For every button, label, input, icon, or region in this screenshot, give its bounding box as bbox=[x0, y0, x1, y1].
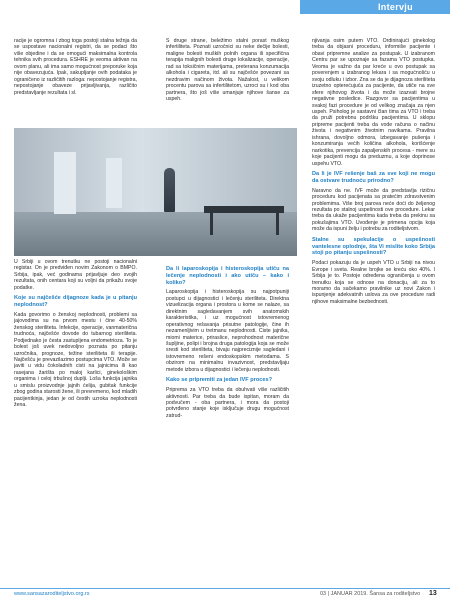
paragraph: Podaci pokazuju da je uspeh VTO u Srbiji na nivou Evrope i sveta. Realne brojke se kreću oko 40%. I Srbija je to. Postoje određena ograničenja u ovom trenutku koja se odnose na donaciju, ali za to moramo da sačekamo pravilnike uz novi Zakon i ispunjenje adekvatnih uslova za ove procedure radi njihove maksimalne bezbednosti. bbox=[312, 260, 435, 305]
paragraph: S druge strane, beležimo stalni porast muškog infertiliteta. Poznati uzročnici su neke dečije bolesti, maligne bolesti muških polnih organa ili specifična terapija malignih bolesti druge lokalizacije, operacije, rad sa toksičnim materijama, preterana konzumacija alkohola i cigareta, itd. ali su najčešće povezani sa nezdravim načinom života. Nažalost, u velikom procentu parova sa infertilitetom, uzroci su i kod oba partnera, što još više umanjuje njihove šanse za uspeh. bbox=[166, 38, 289, 103]
page-number: 13 bbox=[429, 590, 437, 597]
paragraph: Priprema za VTO treba da obuhvati više različitih aktivnosti. Par treba da bude ispitan, moram da podvučem - oba partnera, i mora da postoji potvrđeno stanje koje isključuje drugu mogućnost zatrud- bbox=[166, 387, 289, 419]
paragraph: racije je ogromna i zbog toga postoji stalna težnja da se uspostave nacionalni registri, da se podaci što više objedine i da se omogući maksimalna kontrola tehnika svih procedura. ESHRE je veoma aktivan na ovom planu, ali ima samo mogućnost preporuke koja nije obavezujuća. Ipak, sakupljanje ovih podataka je ograničeno iz različitih razloga: nepostojanje registra, nepostojanje obaveze prijavljivanja, različito predstavljanje rezultata i sl. bbox=[14, 38, 137, 96]
column-3 bbox=[312, 38, 435, 598]
paragraph: U Srbiji u ovom trenutku ne postoji nacionalni registar. On je predviđen novim Zakonom o BMPO. Srbija, ipak, već godinama prijavljuje deo svojih rezultata, onih centara koji su voljni da prikažu svoje podatke. bbox=[14, 259, 137, 291]
question-heading: Stalne su spekulacije o uspešnosti vantelesne oplodnje, šta Vi mislite koko Srbija stoji po pitanju uspešnosti? bbox=[312, 236, 435, 257]
photo-bench-leg bbox=[210, 213, 213, 235]
photo-door bbox=[106, 158, 122, 208]
footer-issue-info: 03 | JANUAR 2019. Šansa za roditeljstvo bbox=[320, 591, 421, 597]
paragraph: Kada govorimo o ženskoj neplodnosti, problemi sa jajovodima su na prvom mestu i čine 40-50% ženskog steriliteta. Infekcije, operacije, vanmaterična trudnoća, najčešće dovode do tubarnog steriliteta. Podjednako je česta zastupljena endometrioza. To je bolest još uvek nedovoljno poznata po pitanju uzročnika, prognoze, težine steriliteta ili terapije. Najčešću je prevazilazimo postupcima VTO. Može se javiti u vidu čokoladnih cisti na jajnicima ili kao rasejana žarišta po maloj karlici, ginekološkim organima i celoj trbušnoj duplji. Loša funkcija jajnika u smislu proizvodnje jajnih ćelija, gubitak funkcije zbog godina starosti žene, ili prevremeno, kod mladih pacijentkinja, jedan je od čestih uzroka neplodnosti žena. bbox=[14, 311, 137, 409]
column-2-top bbox=[166, 38, 289, 124]
question-heading: Da li je IVF rešenje baš za sve koji ne mogu da ostvare trudnoću prirodno? bbox=[312, 171, 435, 184]
question-heading: Kako se pripremiti za jedan IVF proces? bbox=[166, 377, 273, 384]
photo-door bbox=[54, 152, 76, 214]
paragraph: Laparoskopija i histeroskopija su najpotpuniji postupci u dijagnostici i lečenju steriliteta. Direktna vizuelizacija organa i prostora u kome se nalaze, sa direktnim sagledavanjem svih anatomskih karakteristika, i uz mogućnost istovremenog operativnog rešavanja prisutne patologije, čine ih nezamenljivim u tretmanu neplodnosti. Ciste jajnika, miomi materice, priraslice, neprohodnost materične šupljine, polipi i brojna druga patologija koja se može sresti kod steriliteta, bivaju najpreciznije sagledani i istovremeno rešeni endoskopskim metodama. S obzirom na minimalnu invazivnost, predstavljaju metode izbora u dijagnostici i lečenju neplodnosti. bbox=[166, 289, 289, 373]
footer-divider bbox=[0, 588, 450, 589]
photo-bench bbox=[204, 206, 284, 213]
question-heading: Da li laparoskopija i histeroskopija utiču na lečenje neplodnosti i ako utiču – kako i koliko? bbox=[166, 266, 289, 286]
paragraph: Naravno da ne. IVF može da predstavlja rizičnu proceduru kod pacijenata sa pratećim zdravstvenim problemima. Više broj parova neće doći do željenog rezultata po stalnoj uspešnosti ove procedure. Lekar treba da ukaže pacijentima kada treba da prekinu sa pokušajima VTO. Uvođenje je primena opcija koja može da ispuni želju i potrebu za roditeljstvom. bbox=[312, 187, 435, 233]
column-1-top bbox=[14, 38, 137, 124]
section-title: Intervju bbox=[378, 2, 413, 12]
photo-floor bbox=[14, 212, 297, 256]
photo-person bbox=[164, 168, 175, 212]
column-2-bottom bbox=[166, 262, 289, 584]
footer-url-link[interactable]: www.sansazaroditeljstvo.org.rs bbox=[14, 591, 90, 597]
photo-bench-leg bbox=[276, 213, 279, 235]
hospital-corridor-photo bbox=[14, 128, 297, 256]
question-heading: Koje su najčešće dijagnoze kada je u pitanju neplodnost? bbox=[14, 295, 137, 309]
header-bar bbox=[300, 0, 450, 14]
paragraph: njivanja osim putem VTO. Ordinirajući ginekolog treba da objasni proceduru, informiše pacijente i obavi pripremne analize za postupak. U izabranom Centru par se upoznaje sa fazama VTO postupka. Veoma je važno da par kreće u ovo postupak sa poverenjem u izabranog lekara i sa mogućnošću u svoju odluku i izbor. Zna se da je dijagnoza steriliteta izuzetno opterećujuća za pacijente, da utiče na sve sfere njihovog života i da može izazvati brojne negativne posledice. Razgovor sa pacijentima u svakoj fazi procedure je od velikog značaja za njen uspeh. Psiholog je sastavni član tima za VTO i treba da pruži potrebnu podršku pacijentima. U sklopu pripreme pacijenti treba da vode računa o načinu života i negativnim životnim navikama. Pravilna ishrana, dovoljno odmora, izbegavanje pušenja i konzumiranja većih količina alkohola, korišćenje narkotika, prevencija zapaljenskih procesa - mere su koje pacijenti mogu da preduzmu, a koje doprinose uspehu VTO. bbox=[312, 38, 435, 167]
column-1-bottom bbox=[14, 259, 137, 584]
